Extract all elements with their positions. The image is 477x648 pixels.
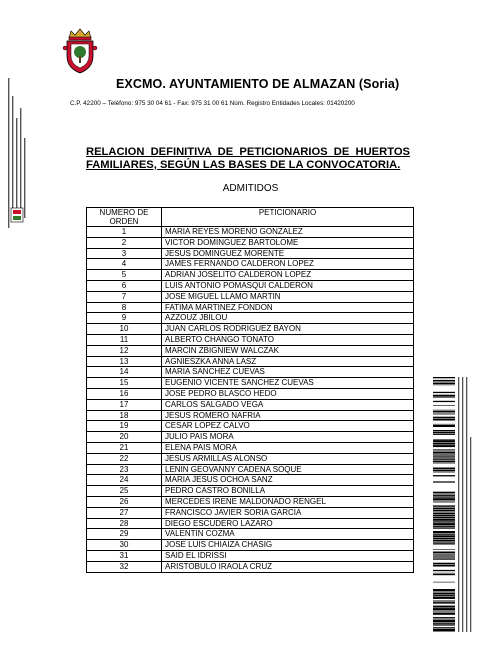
barcode-bar <box>433 515 455 517</box>
barcode-bar <box>433 535 455 537</box>
barcode-bar <box>433 501 455 502</box>
barcode-bar <box>433 570 455 571</box>
barcode-bar <box>433 597 455 599</box>
order-number: 4 <box>87 259 162 270</box>
barcode-bar <box>433 592 455 593</box>
barcode-bar <box>433 494 455 495</box>
table-row <box>87 410 414 421</box>
petitioner-name: PEDRO CASTRO BONILLA <box>162 486 414 497</box>
table-row <box>87 453 414 464</box>
table-row <box>87 302 414 313</box>
order-number: 22 <box>87 453 162 464</box>
barcode-bar <box>433 565 455 567</box>
table-row <box>87 432 414 443</box>
table-row <box>87 540 414 551</box>
petitioner-name: JESUS ARMILLAS ALONSO <box>162 453 414 464</box>
order-number: 17 <box>87 399 162 410</box>
barcode-bar <box>433 603 455 604</box>
order-number: 3 <box>87 248 162 259</box>
order-number: 29 <box>87 529 162 540</box>
petitioner-name: JAMES FERNANDO CALDERON LOPEZ <box>162 259 414 270</box>
barcode-bar <box>433 627 455 628</box>
org-title: EXCMO. AYUNTAMIENTO DE ALMAZAN (Soria) <box>116 77 400 91</box>
barcode-bar <box>433 443 455 445</box>
vertical-margin-text-mark <box>6 78 30 228</box>
barcode-bar <box>433 563 455 564</box>
barcode-bar <box>433 455 455 456</box>
table-row <box>87 345 414 356</box>
barcode-bar <box>433 506 455 507</box>
table-row <box>87 378 414 389</box>
table-row <box>87 496 414 507</box>
petitioner-name: JOSE MIGUEL LLAMO MARTIN <box>162 291 414 302</box>
barcode-bar <box>433 523 455 525</box>
barcode-bar <box>433 472 455 473</box>
petitioner-name: AGNIESZKA ANNA LASZ <box>162 356 414 367</box>
barcode-bar <box>433 481 455 482</box>
admitted-table <box>86 207 414 573</box>
barcode-bar <box>433 611 455 612</box>
barcode-bar <box>433 475 455 476</box>
barcode-bar <box>433 470 455 471</box>
barcode-bar <box>433 417 455 418</box>
barcode-bar <box>433 556 455 557</box>
table-row <box>87 334 414 345</box>
barcode-bar <box>433 543 455 544</box>
document-heading: RELACION DEFINITIVA DE PETICIONARIOS DE HUERTOS FAMILIARES, SEGÚN LAS BASES DE LA CONVOCATORIA. <box>86 146 410 171</box>
table-row <box>87 550 414 561</box>
barcode-bar <box>433 430 455 431</box>
barcode-bar <box>433 440 455 442</box>
table-row <box>87 313 414 324</box>
barcode-bar <box>433 573 455 574</box>
barcode-bar <box>433 595 455 596</box>
table-row <box>87 259 414 270</box>
petitioner-name: JESUS DOMINGUEZ MORENTE <box>162 248 414 259</box>
barcode-bar <box>433 482 455 483</box>
barcode-bar <box>433 555 455 556</box>
barcode-bar <box>433 552 455 554</box>
barcode-bar <box>433 454 455 455</box>
barcode-bar <box>433 612 455 613</box>
table-header-row <box>87 208 414 227</box>
petitioner-name: ELENA PAIS MORA <box>162 442 414 453</box>
order-number: 9 <box>87 313 162 324</box>
table-row <box>87 507 414 518</box>
barcode-bar <box>433 623 455 624</box>
order-number: 13 <box>87 356 162 367</box>
barcode-icon <box>433 377 473 632</box>
petitioner-name: MARIA REYES MORENO GONZALEZ <box>162 227 414 238</box>
order-number: 25 <box>87 486 162 497</box>
order-number: 24 <box>87 475 162 486</box>
petitioner-name: JUAN CARLOS RODRIGUEZ BAYON <box>162 324 414 335</box>
table-row <box>87 388 414 399</box>
order-number: 10 <box>87 324 162 335</box>
barcode-bar <box>433 589 455 591</box>
barcode-bar <box>433 608 455 610</box>
table-row <box>87 475 414 486</box>
barcode-bar <box>433 382 455 383</box>
barcode-bar <box>433 549 455 550</box>
barcode-bar <box>433 517 455 518</box>
order-number: 5 <box>87 270 162 281</box>
order-number: 21 <box>87 442 162 453</box>
barcode-bar <box>433 383 455 384</box>
order-number: 12 <box>87 345 162 356</box>
seal-icon <box>10 207 24 223</box>
barcode-bar <box>433 498 455 500</box>
barcode-bar <box>433 461 455 462</box>
order-number: 18 <box>87 410 162 421</box>
barcode-bar <box>433 601 455 602</box>
barcode-bar <box>433 617 455 618</box>
barcode-bar <box>433 449 455 450</box>
barcode-bar <box>433 410 455 411</box>
petitioner-name: FRANCISCO JAVIER SORIA GARCIA <box>162 507 414 518</box>
barcode-bar <box>433 513 455 514</box>
barcode-bar <box>433 456 455 457</box>
petitioner-name: EUGENIO VICENTE SANCHEZ CUEVAS <box>162 378 414 389</box>
section-title: ADMITIDOS <box>222 183 279 194</box>
barcode-bar <box>433 419 455 421</box>
barcode-bar <box>433 632 455 633</box>
barcode-bar <box>433 527 455 528</box>
order-number: 11 <box>87 334 162 345</box>
petitioner-name: JOSE LUIS CHIAIZA CHASIG <box>162 540 414 551</box>
barcode-bar <box>433 458 455 459</box>
petitioner-name: JOSE PEDRO BLASCO HEDO <box>162 388 414 399</box>
barcode-bar <box>433 540 455 542</box>
table-row <box>87 291 414 302</box>
order-number: 1 <box>87 227 162 238</box>
barcode-bar <box>433 432 455 433</box>
barcode-bar <box>433 385 455 386</box>
order-number: 8 <box>87 302 162 313</box>
table-row <box>87 561 414 572</box>
barcode-bar <box>433 392 455 393</box>
table-row <box>87 464 414 475</box>
barcode-bar <box>433 510 455 511</box>
barcode-bar <box>433 413 455 414</box>
table-row <box>87 248 414 259</box>
table-row <box>87 367 414 378</box>
order-number: 31 <box>87 550 162 561</box>
order-number: 20 <box>87 432 162 443</box>
petitioner-name: ALBERTO CHANGO TONATO <box>162 334 414 345</box>
barcode-bar <box>433 434 455 435</box>
barcode-bar <box>433 401 455 402</box>
petitioner-name: VALENTIN COZMA <box>162 529 414 540</box>
table-row <box>87 399 414 410</box>
barcode-bar <box>433 395 455 397</box>
table-row <box>87 270 414 281</box>
barcode-bar <box>433 624 455 625</box>
table-row <box>87 280 414 291</box>
barcode-bar <box>433 526 455 527</box>
barcode-bar <box>433 425 455 427</box>
order-number: 26 <box>87 496 162 507</box>
table-row <box>87 518 414 529</box>
barcode-bar <box>433 468 455 470</box>
barcode-bar <box>433 606 455 608</box>
barcode-bar <box>433 439 455 440</box>
petitioner-name: LENIN GEOVANNY CADENA SOQUE <box>162 464 414 475</box>
barcode-bar <box>433 424 455 425</box>
barcode-bar <box>433 492 455 493</box>
petitioner-name: SAID EL IDRISSI <box>162 550 414 561</box>
barcode-bar <box>433 452 455 454</box>
order-number: 14 <box>87 367 162 378</box>
petitioner-name: MARCIN ZBIGNIEW WALCZAK <box>162 345 414 356</box>
petitioner-name: FATIMA MARTINEZ FONDON <box>162 302 414 313</box>
barcode-bar <box>433 397 455 398</box>
order-number: 27 <box>87 507 162 518</box>
petitioner-name: CESAR LOPEZ CALVO <box>162 421 414 432</box>
petitioner-name: DIEGO ESCUDERO LAZARO <box>162 518 414 529</box>
order-number: 23 <box>87 464 162 475</box>
table-row <box>87 356 414 367</box>
order-number: 15 <box>87 378 162 389</box>
petitioner-name: JESUS ROMERO NAFRIA <box>162 410 414 421</box>
barcode-bar <box>433 531 455 533</box>
barcode-bar <box>433 521 455 522</box>
barcode-bar <box>433 405 455 406</box>
barcode-fine-print-mark <box>462 377 463 632</box>
barcode-bar <box>433 558 455 559</box>
barcode-bar <box>433 505 455 506</box>
petitioner-name: CARLOS SALGADO VEGA <box>162 399 414 410</box>
table-row <box>87 442 414 453</box>
barcode-bar <box>433 629 455 631</box>
petitioner-name: MARIA JESUS OCHOA SANZ <box>162 475 414 486</box>
barcode-bar <box>433 620 455 622</box>
barcode-bar <box>433 538 455 539</box>
barcode-bar <box>433 593 455 595</box>
barcode-bar <box>433 495 455 496</box>
barcode-bar <box>433 380 455 381</box>
contact-line: C.P. 42200 – Teléfono: 975 30 04 61 - Fax: 975 31 00 61 Núm. Registro Entidades Locales: 01420200 <box>70 100 355 107</box>
barcode-bar <box>433 496 455 497</box>
header-order-line-1: NUMERO DE <box>99 208 149 217</box>
barcode-bar <box>433 519 455 521</box>
order-number: 2 <box>87 237 162 248</box>
barcode-bar <box>433 512 455 513</box>
order-number: 32 <box>87 561 162 572</box>
barcode-bar <box>433 459 455 460</box>
barcode-bar <box>433 542 455 543</box>
barcode-bar <box>433 411 455 412</box>
barcode-bar <box>433 613 455 615</box>
barcode-bar <box>433 574 455 575</box>
barcode-fine-print-mark <box>466 377 467 632</box>
petitioner-name: JULIO PAIS MORA <box>162 432 414 443</box>
petitioner-name: MERCEDES IRENE MALDONADO RENGEL <box>162 496 414 507</box>
table-row <box>87 486 414 497</box>
table-row <box>87 529 414 540</box>
barcode-bar <box>433 445 455 447</box>
order-number: 30 <box>87 540 162 551</box>
barcode-bar <box>433 502 455 503</box>
petitioner-name: ARISTOBULO IRAOLA CRUZ <box>162 561 414 572</box>
order-number: 6 <box>87 280 162 291</box>
barcode-bar <box>433 582 455 583</box>
header-petitioner: PETICIONARIO <box>162 208 414 227</box>
barcode-bar <box>433 554 455 555</box>
barcode-bar <box>433 557 455 558</box>
order-number: 19 <box>87 421 162 432</box>
petitioner-name: ADRIAN JOSELITO CALDERON LOPEZ <box>162 270 414 281</box>
header-order <box>87 208 162 227</box>
order-number: 16 <box>87 388 162 399</box>
order-number: 7 <box>87 291 162 302</box>
barcode-bar <box>433 451 455 452</box>
table-row <box>87 421 414 432</box>
header-order-line-2: ORDEN <box>109 217 139 226</box>
table-row <box>87 324 414 335</box>
barcode-bar <box>433 508 455 509</box>
order-number: 28 <box>87 518 162 529</box>
barcode-fine-print-mark <box>470 437 471 632</box>
barcode-fine-print-mark <box>458 377 459 632</box>
table-row <box>87 237 414 248</box>
petitioner-name: AZZOUZ JBILOU <box>162 313 414 324</box>
table-row <box>87 227 414 238</box>
petitioner-name: LUIS ANTONIO POMASQUI CALDERON <box>162 280 414 291</box>
barcode-bar <box>433 534 455 535</box>
barcode-bar <box>433 602 455 603</box>
petitioner-name: VICTOR DOMINGUEZ BARTOLOME <box>162 237 414 248</box>
petitioner-name: MARIA SANCHEZ CUEVAS <box>162 367 414 378</box>
barcode-bar <box>433 377 455 378</box>
barcode-bar <box>433 619 455 620</box>
coat-of-arms-icon <box>62 28 98 74</box>
barcode-bar <box>433 463 455 464</box>
barcode-bar <box>433 414 455 415</box>
